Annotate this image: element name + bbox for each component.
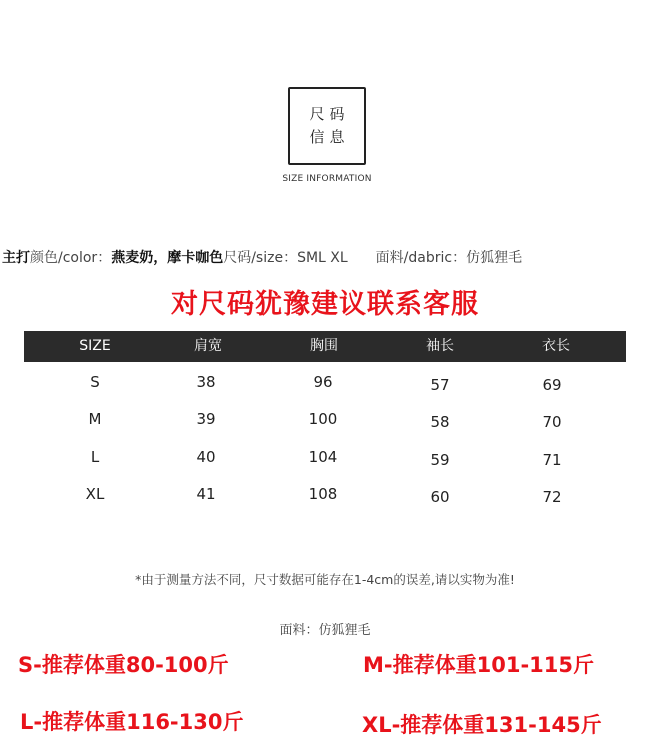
cell-length: 71 xyxy=(542,451,562,469)
measurement-note: *由于测量方法不同，尺寸数据可能存在1-4cm的误差,请以实物为准! xyxy=(135,572,515,587)
cell-shoulder: 41 xyxy=(196,485,216,503)
logo-text-line2: 信息 xyxy=(309,128,350,146)
color-label: 颜色/color： xyxy=(30,250,112,266)
cell-shoulder: 39 xyxy=(196,410,216,428)
weight-xl: XL-推荐体重131-145斤 xyxy=(362,713,602,737)
fabric-label: 面料/dabric：仿狐狸毛 xyxy=(375,250,523,266)
size-label: 尺码/size：SML XL xyxy=(223,250,348,266)
header-sleeve: 袖长 xyxy=(426,338,454,354)
cell-chest: 96 xyxy=(313,373,333,391)
cell-sleeve: 59 xyxy=(430,451,450,469)
main-label: 主打 xyxy=(2,250,30,266)
product-info-line xyxy=(2,247,522,267)
table-row xyxy=(24,373,626,395)
weight-s: S-推荐体重80-100斤 xyxy=(18,653,229,677)
weight-m: M-推荐体重101-115斤 xyxy=(363,653,594,677)
header-shoulder: 肩宽 xyxy=(194,338,222,354)
cell-chest: 108 xyxy=(308,485,338,503)
cell-size: M xyxy=(88,410,102,428)
cell-chest: 100 xyxy=(308,410,338,428)
cell-sleeve: 57 xyxy=(430,376,450,394)
size-info-logo xyxy=(288,87,366,165)
cell-size: L xyxy=(90,448,100,466)
table-row xyxy=(24,448,626,470)
cell-shoulder: 40 xyxy=(196,448,216,466)
color-values: 燕麦奶，摩卡咖色 xyxy=(111,250,224,266)
size-table-header xyxy=(24,331,626,362)
cell-length: 70 xyxy=(542,413,562,431)
cell-chest: 104 xyxy=(308,448,338,466)
table-row xyxy=(24,410,626,432)
table-row xyxy=(24,485,626,507)
header-chest: 胸围 xyxy=(310,338,338,354)
cell-size: XL xyxy=(85,485,105,503)
header-size: SIZE xyxy=(79,338,111,354)
logo-subtitle: SIZE INFORMATION xyxy=(282,174,372,184)
cell-sleeve: 58 xyxy=(430,413,450,431)
cell-length: 69 xyxy=(542,376,562,394)
fabric-line: 面料：仿狐狸毛 xyxy=(279,623,371,638)
cell-shoulder: 38 xyxy=(196,373,216,391)
header-length: 衣长 xyxy=(542,338,570,354)
logo-text-line1: 尺码 xyxy=(309,105,350,123)
cell-length: 72 xyxy=(542,488,562,506)
cell-sleeve: 60 xyxy=(430,488,450,506)
size-advice-title: 对尺码犹豫建议联系客服 xyxy=(171,289,479,320)
cell-size: S xyxy=(90,373,100,391)
weight-l: L-推荐体重116-130斤 xyxy=(20,710,244,734)
